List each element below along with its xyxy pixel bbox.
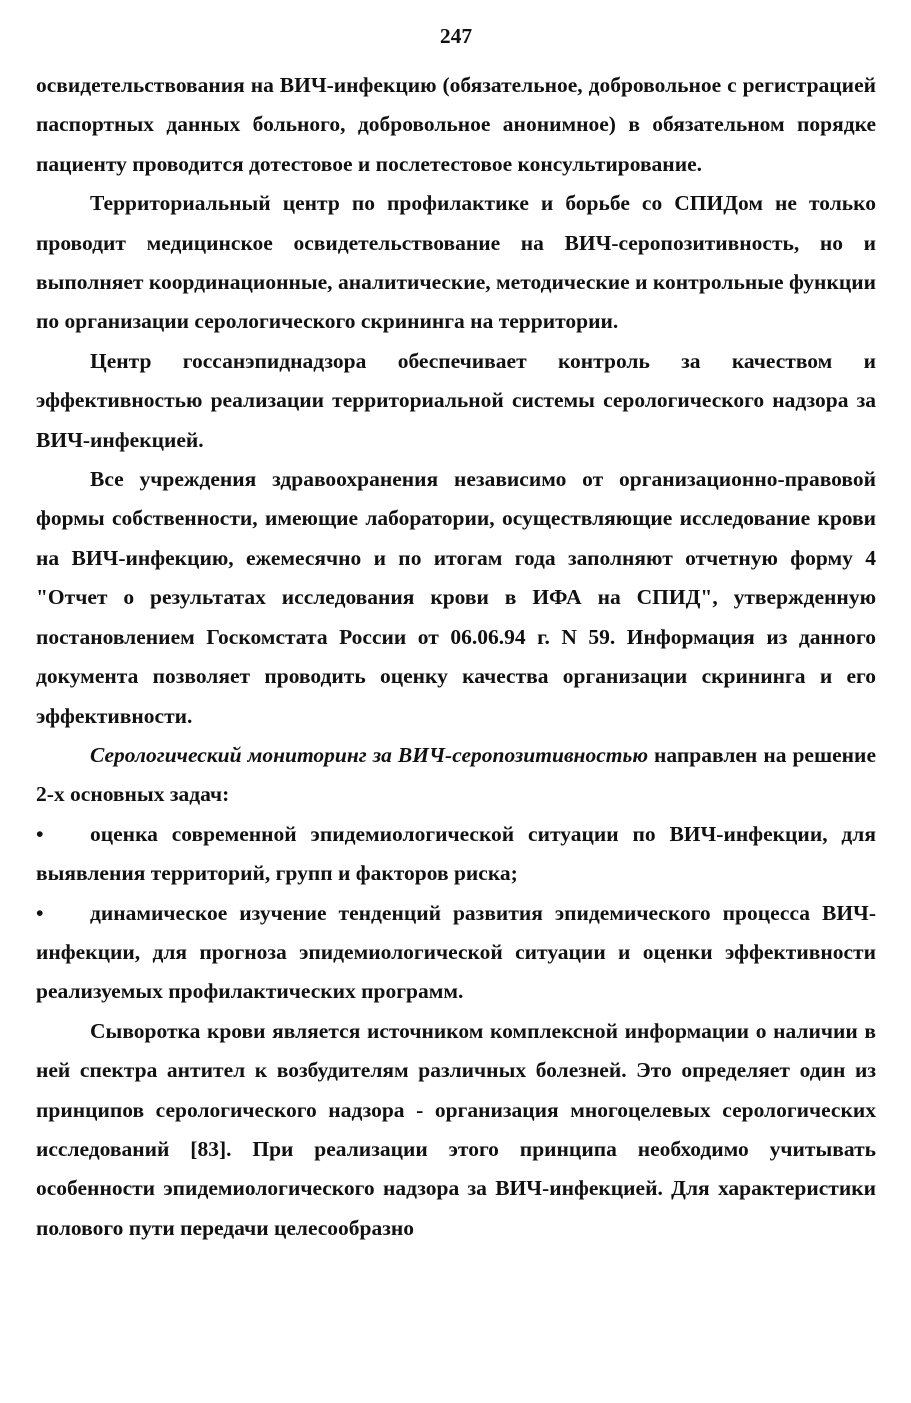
bullet-marker: • [36, 821, 44, 846]
paragraph-blood-serum: Сыворотка крови является источником комплексной информации о наличии в ней спектра антител к возбудителям различных болезней. Это определяет один из принципов серологического надзора - организация многоцелевых серологических исследований [83]. При реализации этого принципа необходимо учитывать особенности эпидемиологического надзора за ВИЧ-инфекцией. Для характеристики полового пути передачи целесообразно [36, 1018, 876, 1240]
paragraph-continuation: освидетельствования на ВИЧ-инфекцию (обязательное, добровольное с регистрацией паспортных данных больного, добровольное анонимное) в обязательном порядке пациенту проводится дотестовое и послетестовое консультирование. [36, 73, 876, 176]
paragraph-health-institutions: Все учреждения здравоохранения независимо от организационно-правовой формы собственности, имеющие лаборатории, осуществляющие исследование крови на ВИЧ-инфекцию, ежемесячно и по итогам года заполняют отчетную форму 4 "Отчет о результатах исследования крови в ИФА на СПИД", утвержденную постановлением Госкомстата России от 06.06.94 г. N 59. Информация из данного документа позволяет проводить оценку качества организации скрининга и его эффективности. [36, 467, 876, 728]
bullet-item [36, 815, 876, 894]
paragraph-serological-monitoring [36, 736, 876, 815]
bullet-text: динамическое изучение тенденций развития эпидемического процесса ВИЧ-инфекции, для прогноза эпидемиологической ситуации и оценки эффективности реализуемых профилактических программ. [36, 900, 876, 1004]
bullet-marker: • [36, 900, 44, 925]
bullet-item [36, 894, 876, 1012]
paragraph-territorial-center: Территориальный центр по профилактике и борьбе со СПИДом не только проводит медицинское освидетельствование на ВИЧ-серопозитивность, но и выполняет координационные, аналитические, методические и контрольные функции по организации серологического скрининга на территории. [36, 191, 876, 334]
paragraph-serological-monitoring-text: направлен на решение 2-х основных задач: [36, 742, 876, 807]
bullet-text: оценка современной эпидемиологической ситуации по ВИЧ-инфекции, для выявления территорий, групп и факторов риска; [36, 821, 876, 886]
italic-term: Серологический мониторинг за ВИЧ-серопозитивностью [90, 742, 649, 767]
page-number: 247 [439, 24, 473, 48]
document-page [36, 22, 876, 1248]
paragraph-sanepid-center: Центр госсанэпиднадзора обеспечивает контроль за качеством и эффективностью реализации территориальной системы серологического надзора за ВИЧ-инфекцией. [36, 348, 876, 452]
